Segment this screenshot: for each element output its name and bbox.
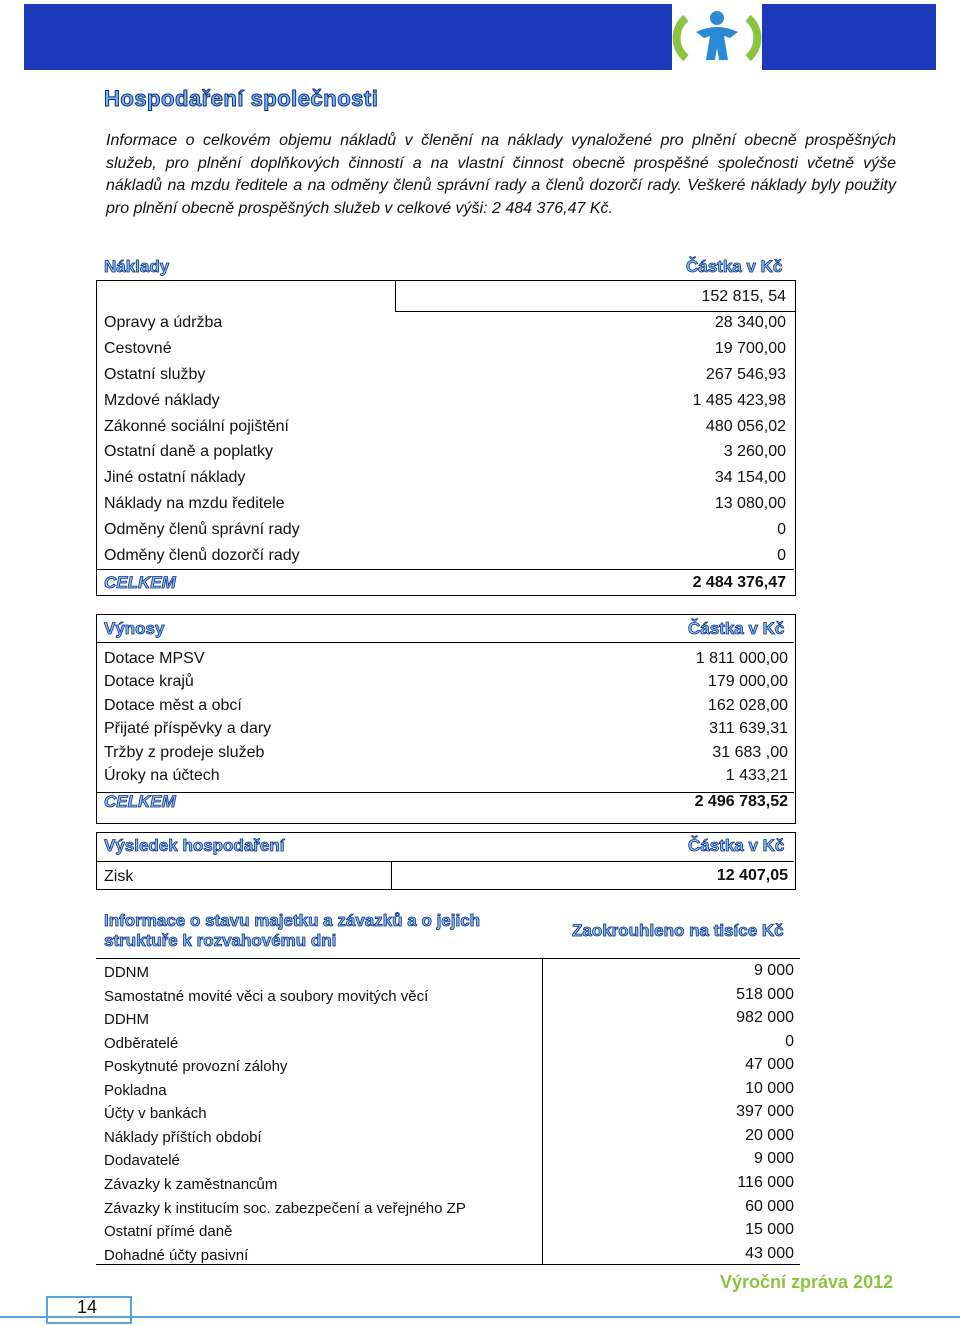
revenues-header-amount: Částka v Kč xyxy=(688,619,785,638)
column-divider xyxy=(391,861,392,889)
table-row-label: Zákonné sociální pojištění xyxy=(104,418,289,435)
row-divider xyxy=(96,569,794,570)
table-row-amount: 15 000 xyxy=(745,1221,794,1238)
table-row-amount: 1 811 000,00 xyxy=(695,650,788,667)
assets-header-line1: Informace o stavu majetku a závazků a o jejich xyxy=(104,911,481,930)
organization-logo-icon xyxy=(672,4,762,70)
table-row-label: Ostatní přímé daně xyxy=(104,1223,233,1240)
table-row-amount: 9 000 xyxy=(753,1150,794,1167)
table-row-label: Odběratelé xyxy=(104,1035,179,1052)
header-band xyxy=(24,4,936,70)
assets-header-amount: Zaokrouhleno na tisíce Kč xyxy=(572,921,784,940)
table-row-label: Opravy a údržba xyxy=(104,314,223,331)
table-row-amount: 311 639,31 xyxy=(709,720,788,737)
table-row-amount: 267 546,93 xyxy=(705,366,786,383)
expenses-total-amount: 2 484 376,47 xyxy=(692,574,786,591)
table-row-label: Odměny členů správní rady xyxy=(104,521,300,538)
table-row-amount: 152 815, 54 xyxy=(701,288,786,305)
table-row-amount: 47 000 xyxy=(745,1056,794,1073)
header-divider xyxy=(96,642,794,643)
table-row-label: Samostatné movité věci a soubory movitých věcí xyxy=(104,988,429,1005)
page-number: 14 xyxy=(76,1297,98,1317)
result-header-label: Výsledek hospodaření xyxy=(104,836,285,855)
table-row-label: Ostatní služby xyxy=(104,366,206,383)
table-row-label: Tržby z prodeje služeb xyxy=(104,744,265,761)
header-divider xyxy=(96,861,794,862)
table-row-amount: 20 000 xyxy=(745,1127,794,1144)
row-divider xyxy=(395,311,795,312)
header-divider xyxy=(96,958,800,959)
table-row-label: DDHM xyxy=(104,1011,149,1028)
table-row-label: Ostatní daně a poplatky xyxy=(104,443,273,460)
table-row-amount: 162 028,00 xyxy=(707,697,788,714)
table-row-label: Závazky k zaměstnancům xyxy=(104,1176,278,1193)
expenses-total-label: CELKEM xyxy=(104,573,176,592)
table-row-amount: 13 080,00 xyxy=(714,495,786,512)
column-divider xyxy=(542,958,543,1264)
table-row-amount: 34 154,00 xyxy=(714,469,786,486)
table-bottom-line xyxy=(96,1264,800,1265)
table-row-label: Jiné ostatní náklady xyxy=(104,469,246,486)
table-row-label: Dotace krajů xyxy=(104,673,194,690)
table-row-label: Odměny členů dozorčí rady xyxy=(104,547,300,564)
table-row-amount: 480 056,02 xyxy=(705,418,786,435)
table-row-label: Náklady na mzdu ředitele xyxy=(104,495,285,512)
table-row-amount: 1 485 423,98 xyxy=(692,392,786,409)
revenues-header-label: Výnosy xyxy=(104,619,165,638)
table-row-amount: 116 000 xyxy=(737,1174,794,1191)
table-row-amount: 982 000 xyxy=(736,1009,794,1026)
table-row-label: Úroky na účtech xyxy=(104,767,220,784)
result-amount: 12 407,05 xyxy=(716,867,788,884)
expenses-header-label: Náklady xyxy=(104,257,170,276)
table-row-amount: 9 000 xyxy=(753,962,794,979)
table-row-amount: 397 000 xyxy=(736,1103,794,1120)
table-row-label: Cestovné xyxy=(104,340,172,357)
table-row-label: Dodavatelé xyxy=(104,1152,180,1169)
table-row-amount: 43 000 xyxy=(745,1245,794,1262)
table-row-amount: 31 683 ,00 xyxy=(712,744,788,761)
result-header-amount: Částka v Kč xyxy=(688,836,785,855)
table-row-label: Dotace MPSV xyxy=(104,650,205,667)
table-row-amount: 179 000,00 xyxy=(707,673,788,690)
table-row-label: Účty v bankách xyxy=(104,1105,207,1122)
table-row-label: Přijaté příspěvky a dary xyxy=(104,720,272,737)
table-row-amount: 10 000 xyxy=(745,1080,794,1097)
result-label: Zisk xyxy=(104,868,134,885)
table-row-amount: 19 700,00 xyxy=(714,340,786,357)
table-row-label: Dohadné účty pasivní xyxy=(104,1247,249,1264)
table-row-amount: 518 000 xyxy=(736,986,794,1003)
revenues-total-label: CELKEM xyxy=(104,792,176,811)
page-frame-line xyxy=(0,1316,960,1318)
table-row-label: Náklady příštích období xyxy=(104,1129,262,1146)
page-title: Hospodaření společnosti xyxy=(104,86,379,111)
table-row-label: DDNM xyxy=(104,964,149,981)
table-row-amount: 3 260,00 xyxy=(723,443,786,460)
column-divider xyxy=(395,280,396,311)
table-row-amount: 0 xyxy=(785,1033,794,1050)
table-row-amount: 28 340,00 xyxy=(714,314,786,331)
row-divider xyxy=(96,792,794,793)
intro-paragraph: Informace o celkovém objemu nákladů v členění na náklady vynaložené pro plnění obecně prospěšných služeb, pro plnění doplňkových činností a na vlastní činnost obecně prospěšné společnosti včetně výše nákladů na mzdu ředitele a na odměny členů správní rady a členů dozorčí rady. Veškeré náklady byly použity pro plnění obecně prospěšných služeb v celkové výši: 2 484 376,47 Kč. xyxy=(106,132,896,217)
table-row-amount: 60 000 xyxy=(745,1198,794,1215)
table-row-label: Poskytnuté provozní zálohy xyxy=(104,1058,288,1075)
table-row-amount: 0 xyxy=(777,547,786,564)
assets-header-line2: struktuře k rozvahovému dni xyxy=(104,931,337,950)
table-row-amount: 1 433,21 xyxy=(725,767,788,784)
footer-title: Výroční zpráva 2012 xyxy=(720,1272,894,1292)
revenues-total-amount: 2 496 783,52 xyxy=(694,793,788,810)
expenses-header-amount: Částka v Kč xyxy=(686,257,783,276)
table-row-label: Pokladna xyxy=(104,1082,167,1099)
table-row-amount: 0 xyxy=(777,521,786,538)
table-row-label: Mzdové náklady xyxy=(104,392,220,409)
table-row-label: Závazky k institucím soc. zabezpečení a veřejného ZP xyxy=(104,1200,466,1217)
table-row-label: Dotace měst a obcí xyxy=(104,697,242,714)
